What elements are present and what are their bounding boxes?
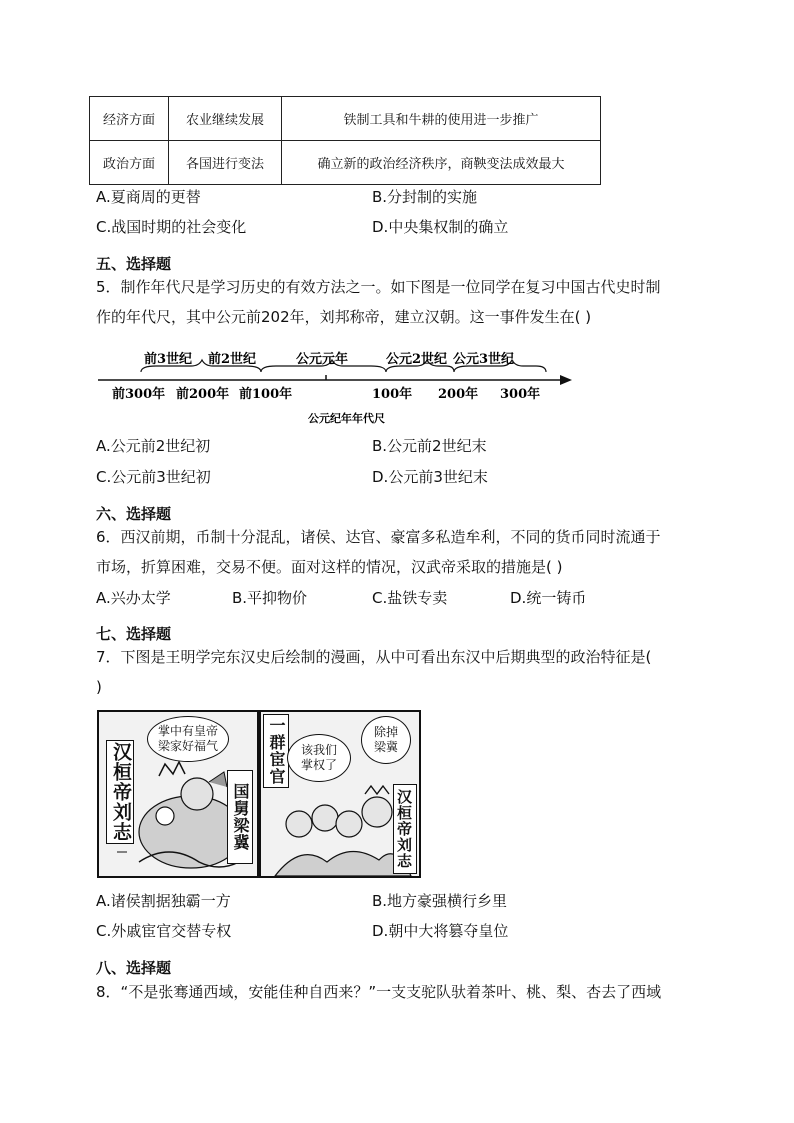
q6-option-a[interactable]: A.兴办太学 [96,589,171,607]
table-cell: 经济方面 [90,97,169,141]
center-year-label: 公元元年 [296,352,349,367]
q5-stem-line1: 5．制作年代尺是学习历史的有效方法之一。如下图是一位同学在复习中国古代史时制 [96,278,661,296]
left-bubble-text: 掌中有皇帝 梁家好福气 [157,724,218,753]
right-speech-bubble-2 [361,716,411,764]
q4-option-a[interactable]: A.夏商周的更替 [96,188,201,206]
table-cell: 农业继续发展 [169,97,282,141]
q7-option-c[interactable]: C.外戚宦官交替专权 [96,922,232,940]
table-cell: 铁制工具和牛耕的使用进一步推广 [282,97,601,141]
table-cell: 各国进行变法 [169,141,282,185]
timeline-caption: 公元纪年年代尺 [308,412,385,425]
right-bubble1-text: 该我们 掌权了 [300,743,337,772]
bracket-label: 前2世纪 [208,352,257,367]
q4-option-d[interactable]: D.中央集权制的确立 [372,218,509,236]
section-heading-5: 五、选择题 [96,255,172,273]
q6-option-d[interactable]: D.统一铸币 [510,589,587,607]
q5-option-a[interactable]: A.公元前2世纪初 [96,437,211,455]
q4-option-b[interactable]: B.分封制的实施 [372,188,478,206]
q7-stem-line2: ) [96,678,102,696]
q7-stem-line1: 7．下图是王明学完东汉史后绘制的漫画，从中可看出东汉中后期典型的政治特征是( [96,648,652,666]
comic-right-panel [259,710,421,878]
bracket-label: 公元2世纪 [386,352,448,367]
q7-option-a[interactable]: A.诸侯割据独霸一方 [96,892,231,910]
left-speech-bubble [147,716,229,762]
q5-stem-line2: 作的年代尺，其中公元前202年，刘邦称帝，建立汉朝。这一事件发生在( ) [96,308,592,326]
q5-option-d[interactable]: D.公元前3世纪末 [372,468,488,486]
right-label: 汉桓帝刘志 [393,784,417,874]
table-cell: 政治方面 [90,141,169,185]
table-cell: 确立新的政治经济秩序，商鞅变法成效最大 [282,141,601,185]
q6-stem-line2: 市场，折算困难，交易不便。面对这样的情况，汉武帝采取的措施是( ) [96,558,563,576]
left-banner: 汉桓帝刘志 [106,740,134,844]
tick-label: 200年 [438,387,479,402]
right-bubble2-text: 除掉 梁冀 [373,725,398,754]
q7-option-d[interactable]: D.朝中大将篡夺皇位 [372,922,509,940]
section-heading-7: 七、选择题 [96,625,172,643]
q8-stem-line1: 8．“不是张骞通西域，安能佳种自西来？”一支支驼队驮着茶叶、桃、梨、杏去了西域 [96,983,662,1001]
table-row [90,97,601,141]
tick-label: 前300年 [112,387,166,402]
right-banner: 一群宦官 [263,714,289,788]
tick-label: 100年 [372,387,413,402]
timeline-ruler [96,342,586,432]
section-heading-6: 六、选择题 [96,505,172,523]
tick-label: 前200年 [176,387,230,402]
q6-option-b[interactable]: B.平抑物价 [232,589,308,607]
left-label: 国舅梁冀 [227,770,253,864]
summary-table [89,96,601,185]
q6-option-c[interactable]: C.盐铁专卖 [372,589,448,607]
comic-left-panel [97,710,259,878]
section-heading-8: 八、选择题 [96,959,172,977]
q6-stem-line1: 6．西汉前期，币制十分混乱，诸侯、达官、豪富多私造牟利，不同的货币同时流通于 [96,528,661,546]
arrow-head-icon [560,375,572,385]
q7-option-b[interactable]: B.地方豪强横行乡里 [372,892,508,910]
q5-option-b[interactable]: B.公元前2世纪末 [372,437,487,455]
bracket-label: 公元3世纪 [453,352,515,367]
right-speech-bubble-1 [287,734,351,782]
tick-label: 前100年 [239,387,293,402]
table-row [90,141,601,185]
q4-option-c[interactable]: C.战国时期的社会变化 [96,218,247,236]
bracket-label: 前3世纪 [144,352,193,367]
tick-label: 300年 [500,387,541,402]
q5-option-c[interactable]: C.公元前3世纪初 [96,468,211,486]
